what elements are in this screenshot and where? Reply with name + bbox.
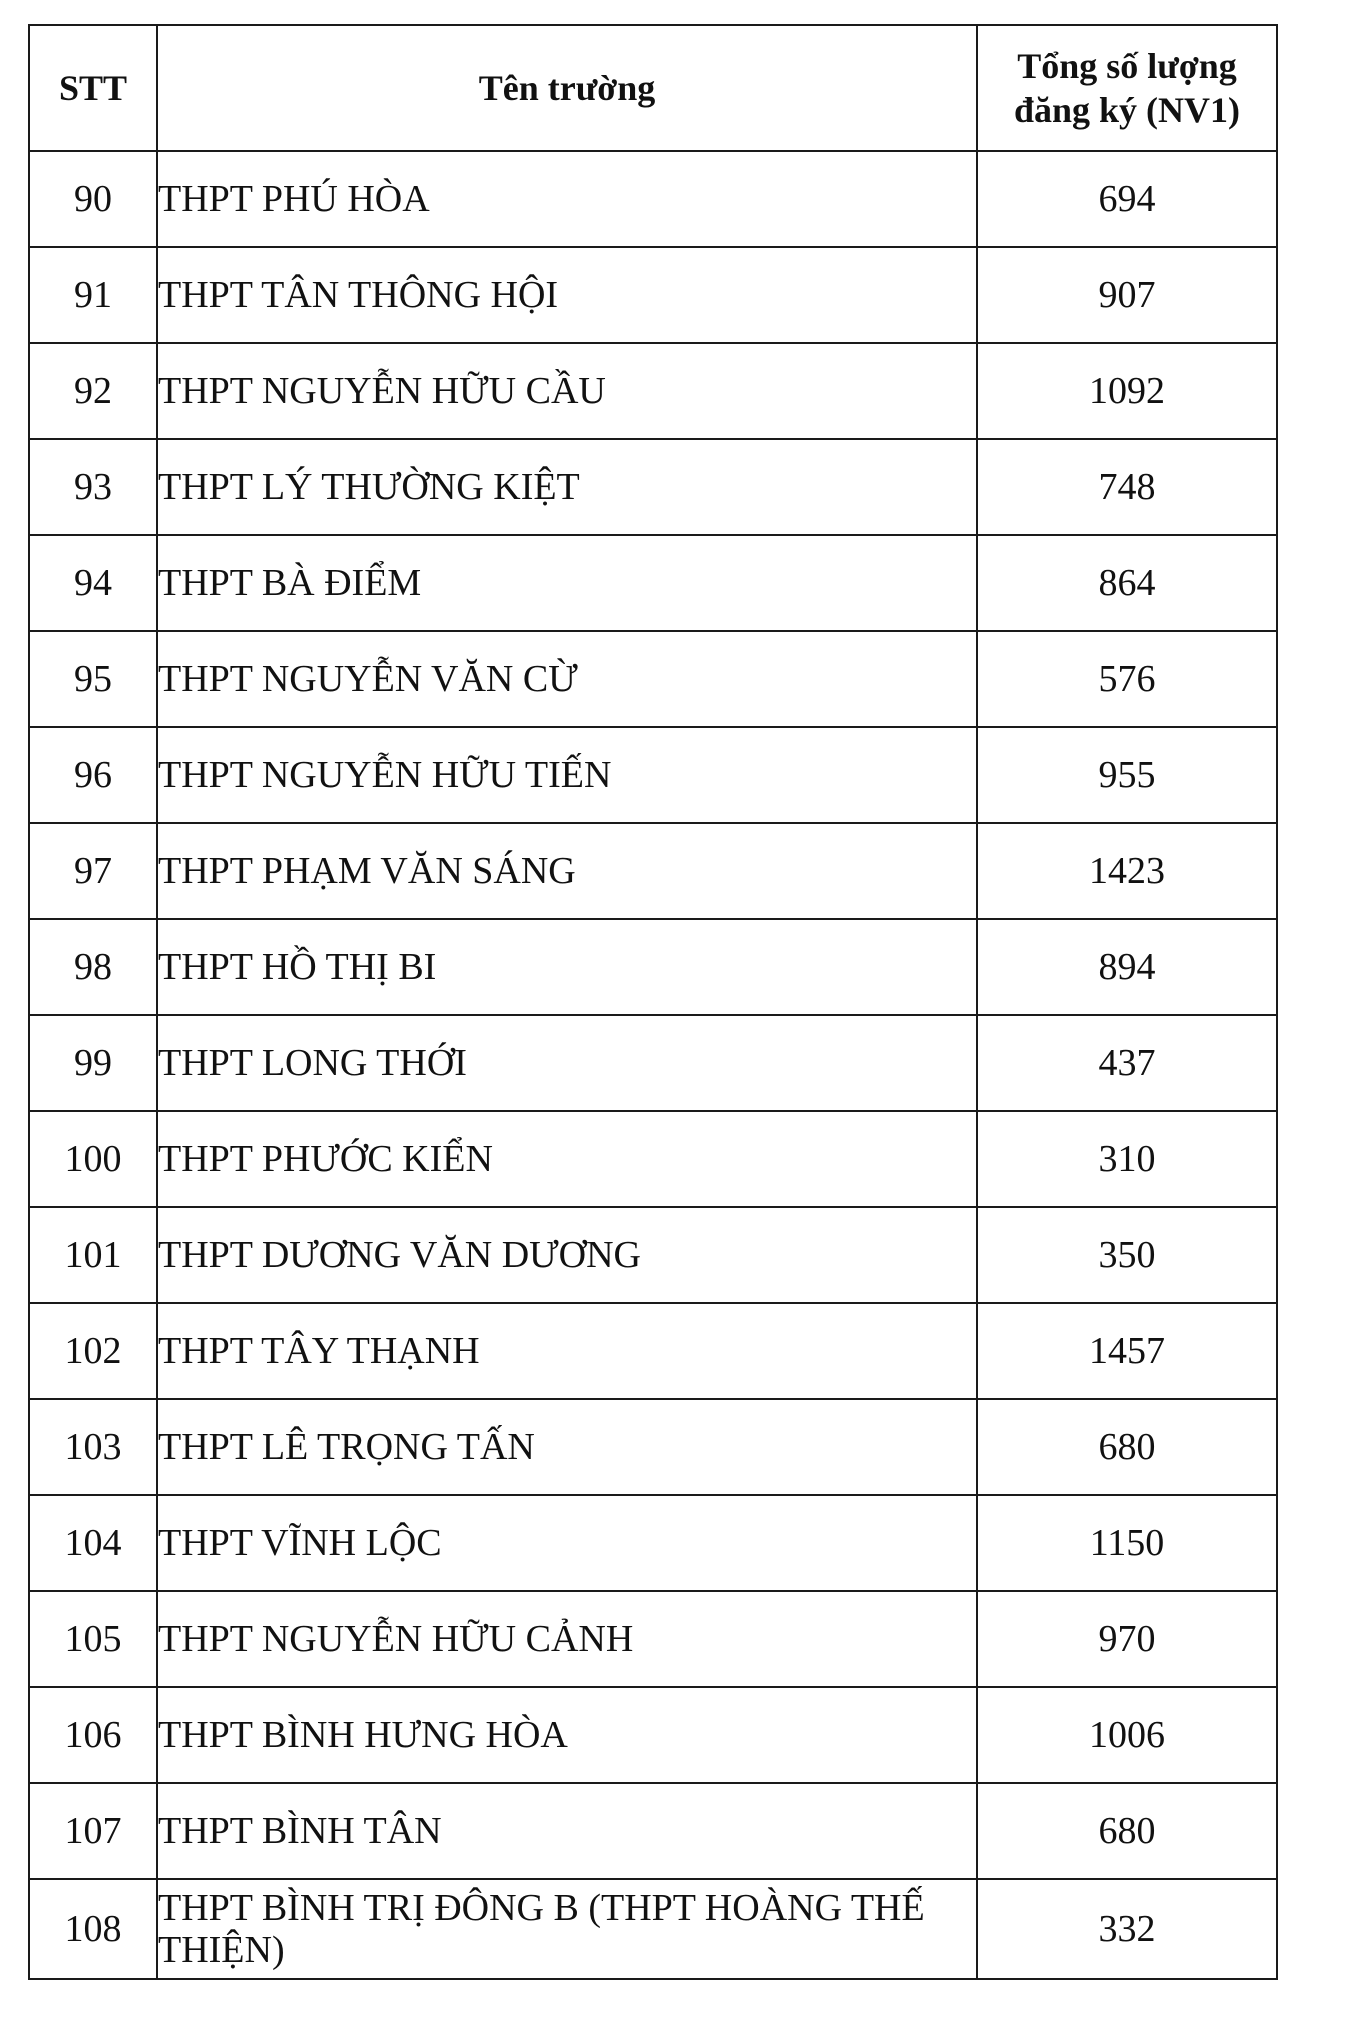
header-total-line-2: đăng ký (NV1) — [1013, 90, 1241, 130]
row-school-name: THPT LÝ THƯỜNG KIỆT — [157, 439, 977, 535]
row-registration-count: 955 — [977, 727, 1277, 823]
row-school-name: THPT NGUYỄN HỮU CẢNH — [157, 1591, 977, 1687]
row-registration-count: 437 — [977, 1015, 1277, 1111]
row-registration-count: 1457 — [977, 1303, 1277, 1399]
row-stt: 98 — [29, 919, 157, 1015]
row-stt: 92 — [29, 343, 157, 439]
row-registration-count: 1150 — [977, 1495, 1277, 1591]
table-row — [29, 439, 1277, 535]
table-row — [29, 727, 1277, 823]
row-stt: 94 — [29, 535, 157, 631]
table-row — [29, 823, 1277, 919]
registration-table — [28, 24, 1278, 1980]
row-registration-count: 350 — [977, 1207, 1277, 1303]
row-school-name: THPT HỒ THỊ BI — [157, 919, 977, 1015]
row-registration-count: 694 — [977, 151, 1277, 247]
table-row — [29, 247, 1277, 343]
table-header-row — [29, 25, 1277, 151]
row-school-name: THPT PHẠM VĂN SÁNG — [157, 823, 977, 919]
row-registration-count: 1092 — [977, 343, 1277, 439]
table-row — [29, 631, 1277, 727]
row-school-name: THPT TÂY THẠNH — [157, 1303, 977, 1399]
table-row — [29, 1399, 1277, 1495]
row-registration-count: 680 — [977, 1399, 1277, 1495]
row-school-name: THPT NGUYỄN VĂN CỪ — [157, 631, 977, 727]
row-school-name: THPT BÌNH TÂN — [157, 1783, 977, 1879]
row-stt: 108 — [29, 1879, 157, 1979]
row-school-name: THPT LONG THỚI — [157, 1015, 977, 1111]
table-row — [29, 151, 1277, 247]
table-row — [29, 1591, 1277, 1687]
table-row — [29, 1495, 1277, 1591]
table-row — [29, 1687, 1277, 1783]
row-stt: 105 — [29, 1591, 157, 1687]
row-school-name: THPT DƯƠNG VĂN DƯƠNG — [157, 1207, 977, 1303]
table-row — [29, 535, 1277, 631]
row-registration-count: 1006 — [977, 1687, 1277, 1783]
row-school-name: THPT BÌNH HƯNG HÒA — [157, 1687, 977, 1783]
row-school-name: THPT NGUYỄN HỮU TIẾN — [157, 727, 977, 823]
row-registration-count: 970 — [977, 1591, 1277, 1687]
row-stt: 90 — [29, 151, 157, 247]
header-school-name: Tên trường — [157, 25, 977, 151]
row-stt: 101 — [29, 1207, 157, 1303]
row-stt: 103 — [29, 1399, 157, 1495]
row-registration-count: 680 — [977, 1783, 1277, 1879]
row-stt: 93 — [29, 439, 157, 535]
row-stt: 104 — [29, 1495, 157, 1591]
header-total-registrations — [977, 25, 1277, 151]
row-registration-count: 332 — [977, 1879, 1277, 1979]
row-school-name: THPT TÂN THÔNG HỘI — [157, 247, 977, 343]
row-school-name: THPT BÌNH TRỊ ĐÔNG B (THPT HOÀNG THẾ THIỆN) — [157, 1879, 977, 1979]
row-stt: 96 — [29, 727, 157, 823]
row-school-name: THPT PHƯỚC KIỂN — [157, 1111, 977, 1207]
row-school-name: THPT VĨNH LỘC — [157, 1495, 977, 1591]
row-stt: 91 — [29, 247, 157, 343]
table-row — [29, 1303, 1277, 1399]
row-stt: 99 — [29, 1015, 157, 1111]
row-registration-count: 748 — [977, 439, 1277, 535]
row-stt: 100 — [29, 1111, 157, 1207]
row-school-name: THPT PHÚ HÒA — [157, 151, 977, 247]
row-school-name: THPT BÀ ĐIỂM — [157, 535, 977, 631]
row-registration-count: 907 — [977, 247, 1277, 343]
row-registration-count: 576 — [977, 631, 1277, 727]
table-row — [29, 1207, 1277, 1303]
header-total-line-1: Tổng số lượng — [1017, 46, 1237, 86]
table-row — [29, 1111, 1277, 1207]
table-row — [29, 1783, 1277, 1879]
row-stt: 95 — [29, 631, 157, 727]
row-school-name: THPT LÊ TRỌNG TẤN — [157, 1399, 977, 1495]
row-registration-count: 894 — [977, 919, 1277, 1015]
row-registration-count: 864 — [977, 535, 1277, 631]
row-registration-count: 310 — [977, 1111, 1277, 1207]
table-row — [29, 343, 1277, 439]
row-school-name: THPT NGUYỄN HỮU CẦU — [157, 343, 977, 439]
row-stt: 102 — [29, 1303, 157, 1399]
row-stt: 97 — [29, 823, 157, 919]
row-registration-count: 1423 — [977, 823, 1277, 919]
table-row — [29, 919, 1277, 1015]
table-row — [29, 1879, 1277, 1979]
header-stt: STT — [29, 25, 157, 151]
row-stt: 107 — [29, 1783, 157, 1879]
table-row — [29, 1015, 1277, 1111]
row-stt: 106 — [29, 1687, 157, 1783]
